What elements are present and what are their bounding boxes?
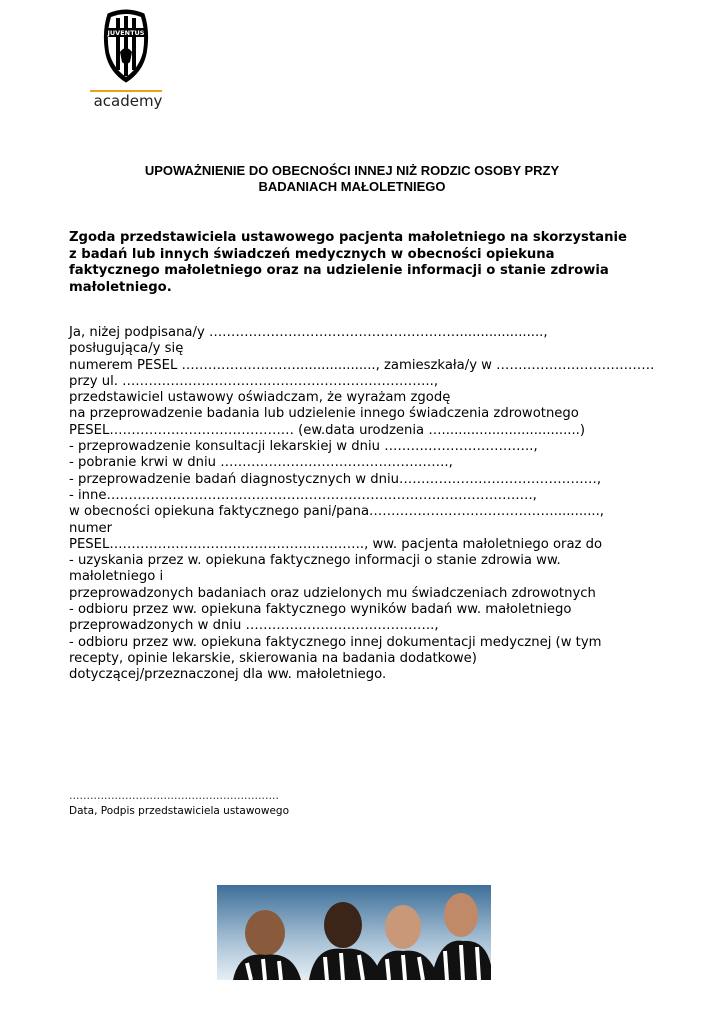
form-line: - uzyskania przez w. opiekuna faktycznego informacji o stanie zdrowia ww.: [69, 553, 561, 569]
title-line: BADANIACH MAŁOLETNIEGO: [258, 179, 446, 194]
consent-line: z badań lub innych świadczeń medycznych w obecności opiekuna: [69, 246, 555, 262]
form-line: posługująca/y się: [69, 341, 184, 357]
crest-text: JUVENTUS: [107, 29, 145, 37]
form-line: - odbioru przez ww. opiekuna faktycznego wyników badań ww. małoletniego: [69, 602, 572, 618]
logo-text: academy: [93, 92, 163, 110]
form-line: małoletniego i: [69, 569, 164, 585]
signature-label: Data, Podpis przedstawiciela ustawowego: [69, 805, 289, 817]
consent-line: małoletniego.: [69, 279, 172, 295]
form-line: - odbioru przez ww. opiekuna faktycznego innej dokumentacji medycznej (w tym: [69, 634, 602, 650]
consent-line: Zgoda przedstawiciela ustawowego pacjenta małoletniego na skorzystanie: [69, 230, 627, 245]
form-line: przeprowadzonych w dniu …………………………………….,: [69, 618, 439, 634]
form-line: przy ul. ……………………………………………………………..,: [69, 373, 439, 389]
form-body: [69, 325, 689, 684]
form-line: Ja, niżej podpisana/y …………………………………………………....................,: [69, 325, 548, 340]
form-line: PESEL…………………………………………………., ww. pacjenta małoletniego oraz do: [69, 536, 603, 552]
form-line: przeprowadzonych badaniach oraz udzielonych mu świadczeniach zdrowotnych: [69, 585, 596, 601]
form-line: - pobranie krwi w dniu …………………………………………….,: [69, 455, 453, 471]
form-line: w obecności opiekuna faktycznego pani/pana……………………………………...........,: [69, 504, 604, 520]
form-line: - inne…………………………………………………………………………………….,: [69, 487, 537, 503]
consent-heading: [69, 230, 669, 296]
signature-line: ……………………………………………………: [69, 790, 279, 802]
players-banner-image: [217, 885, 491, 980]
document-title: [90, 163, 614, 195]
form-line: numerem PESEL ……………………….................., zamieszkała/y w ………………………………: [69, 357, 655, 373]
consent-line: faktycznego małoletniego oraz na udzielenie informacji o stanie zdrowia: [69, 263, 609, 278]
form-line: PESEL…………………………………… (ew.data urodzenia ….................................): [69, 422, 585, 438]
form-line: recepty, opinie lekarskie, skierowania na badania dodatkowe): [69, 650, 477, 666]
title-line: UPOWAŻNIENIE DO OBECNOŚCI INNEJ NIŻ RODZIC OSOBY PRZY: [144, 163, 560, 178]
form-line: - przeprowadzenie badań diagnostycznych w dniu………………………………………,: [69, 471, 602, 487]
form-line: na przeprowadzenie badania lub udzielenie innego świadczenia zdrowotnego: [69, 406, 579, 422]
form-line: numer: [69, 520, 113, 536]
form-line: przedstawiciel ustawowy oświadczam, że wyrażam zgodę: [69, 390, 451, 406]
form-line: - przeprowadzenie konsultacji lekarskiej w dniu …………………………….,: [69, 439, 538, 455]
form-line: dotyczącej/przeznaczonej dla ww. małoletniego.: [69, 667, 387, 683]
